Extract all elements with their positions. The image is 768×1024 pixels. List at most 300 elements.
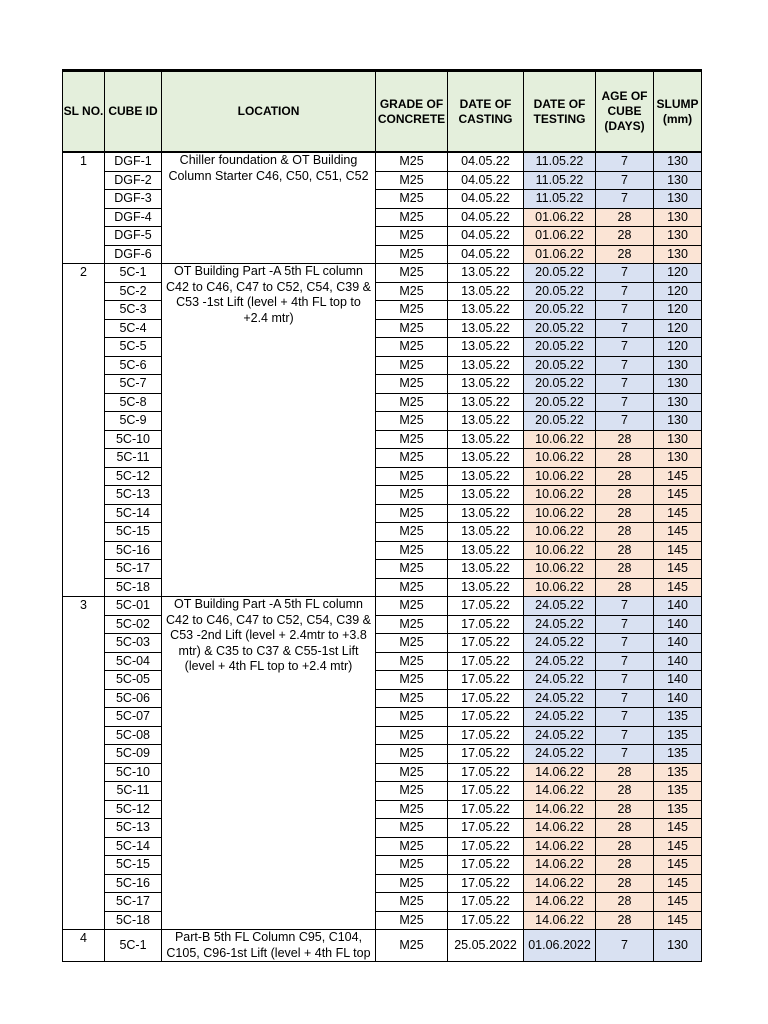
casting-date-cell[interactable]: 13.05.22 [448, 282, 524, 301]
casting-date-cell[interactable]: 17.05.22 [448, 708, 524, 727]
age-cell[interactable]: 28 [596, 560, 654, 579]
slump-cell[interactable]: 140 [654, 671, 702, 690]
table-row [63, 541, 702, 560]
testing-date-cell[interactable]: 01.06.22 [524, 208, 596, 227]
grade-cell[interactable]: M25 [376, 560, 448, 579]
testing-date-cell[interactable]: 01.06.22 [524, 227, 596, 246]
header-location: LOCATION [162, 71, 376, 153]
cube-id-cell[interactable]: 5C-14 [105, 504, 162, 523]
casting-date-cell[interactable]: 13.05.22 [448, 560, 524, 579]
testing-date-cell[interactable]: 14.06.22 [524, 911, 596, 930]
testing-date-cell[interactable]: 24.05.22 [524, 615, 596, 634]
slump-cell[interactable]: 145 [654, 467, 702, 486]
casting-date-cell[interactable]: 13.05.22 [448, 393, 524, 412]
grade-cell[interactable]: M25 [376, 689, 448, 708]
age-cell[interactable]: 28 [596, 800, 654, 819]
slump-cell[interactable]: 135 [654, 726, 702, 745]
grade-cell[interactable]: M25 [376, 930, 448, 962]
table-row [63, 837, 702, 856]
cube-id-cell[interactable]: 5C-08 [105, 726, 162, 745]
casting-date-cell[interactable]: 17.05.22 [448, 837, 524, 856]
cube-id-cell[interactable]: 5C-8 [105, 393, 162, 412]
table-row [63, 338, 702, 357]
table-row [63, 911, 702, 930]
grade-cell[interactable]: M25 [376, 227, 448, 246]
casting-date-cell[interactable]: 17.05.22 [448, 911, 524, 930]
grade-cell[interactable]: M25 [376, 597, 448, 616]
testing-date-cell[interactable]: 24.05.22 [524, 745, 596, 764]
cube-id-cell[interactable]: 5C-16 [105, 541, 162, 560]
cube-id-cell[interactable]: 5C-1 [105, 930, 162, 962]
testing-date-cell[interactable]: 14.06.22 [524, 856, 596, 875]
cube-id-cell[interactable]: 5C-12 [105, 800, 162, 819]
slump-cell[interactable]: 135 [654, 708, 702, 727]
sl-no-cell[interactable]: 2 [63, 264, 105, 597]
slump-cell[interactable]: 140 [654, 615, 702, 634]
cube-id-cell[interactable]: 5C-13 [105, 819, 162, 838]
cube-id-cell[interactable]: 5C-03 [105, 634, 162, 653]
age-cell[interactable]: 28 [596, 486, 654, 505]
table-row [63, 578, 702, 597]
casting-date-cell[interactable]: 04.05.22 [448, 190, 524, 209]
slump-cell[interactable]: 145 [654, 911, 702, 930]
cube-id-cell[interactable]: 5C-5 [105, 338, 162, 357]
age-cell[interactable]: 7 [596, 597, 654, 616]
age-cell[interactable]: 28 [596, 541, 654, 560]
grade-cell[interactable]: M25 [376, 615, 448, 634]
slump-cell[interactable]: 120 [654, 301, 702, 320]
age-cell[interactable]: 28 [596, 837, 654, 856]
slump-cell[interactable]: 130 [654, 412, 702, 431]
age-cell[interactable]: 28 [596, 430, 654, 449]
cube-id-cell[interactable]: 5C-18 [105, 911, 162, 930]
testing-date-cell[interactable]: 20.05.22 [524, 319, 596, 338]
grade-cell[interactable]: M25 [376, 634, 448, 653]
slump-cell[interactable]: 145 [654, 874, 702, 893]
casting-date-cell[interactable]: 25.05.2022 [448, 930, 524, 962]
age-cell[interactable]: 7 [596, 319, 654, 338]
grade-cell[interactable]: M25 [376, 893, 448, 912]
slump-cell[interactable]: 140 [654, 634, 702, 653]
slump-cell[interactable]: 140 [654, 689, 702, 708]
testing-date-cell[interactable]: 20.05.22 [524, 393, 596, 412]
grade-cell[interactable]: M25 [376, 726, 448, 745]
sl-no-cell[interactable]: 4 [63, 930, 105, 962]
location-cell[interactable]: OT Building Part -A 5th FL column C42 to C46, C47 to C52, C54, C39 & C53 -2nd Lift (level + 2.4mtr to +3.8 mtr) & C35 to C37 & C55-1st Lift (level + 4th FL top to +2.4 mtr) [162, 597, 376, 930]
table-row [63, 171, 702, 190]
slump-cell[interactable]: 145 [654, 578, 702, 597]
grade-cell[interactable]: M25 [376, 652, 448, 671]
grade-cell[interactable]: M25 [376, 301, 448, 320]
table-row [63, 152, 702, 171]
grade-cell[interactable]: M25 [376, 800, 448, 819]
casting-date-cell[interactable]: 04.05.22 [448, 208, 524, 227]
casting-date-cell[interactable]: 04.05.22 [448, 171, 524, 190]
cube-id-cell[interactable]: 5C-14 [105, 837, 162, 856]
cube-id-cell[interactable]: 5C-3 [105, 301, 162, 320]
grade-cell[interactable]: M25 [376, 430, 448, 449]
cube-id-cell[interactable]: 5C-17 [105, 893, 162, 912]
grade-cell[interactable]: M25 [376, 375, 448, 394]
table-row [63, 689, 702, 708]
casting-date-cell[interactable]: 17.05.22 [448, 652, 524, 671]
slump-cell[interactable]: 145 [654, 486, 702, 505]
cube-id-cell[interactable]: 5C-1 [105, 264, 162, 283]
age-cell[interactable]: 28 [596, 856, 654, 875]
casting-date-cell[interactable]: 04.05.22 [448, 227, 524, 246]
testing-date-cell[interactable]: 10.06.22 [524, 449, 596, 468]
table-row [63, 245, 702, 264]
cube-id-cell[interactable]: 5C-05 [105, 671, 162, 690]
table-row [63, 356, 702, 375]
grade-cell[interactable]: M25 [376, 245, 448, 264]
casting-date-cell[interactable]: 13.05.22 [448, 523, 524, 542]
cube-id-cell[interactable]: 5C-06 [105, 689, 162, 708]
grade-cell[interactable]: M25 [376, 578, 448, 597]
age-cell[interactable]: 7 [596, 190, 654, 209]
age-cell[interactable]: 7 [596, 745, 654, 764]
slump-cell[interactable]: 130 [654, 190, 702, 209]
slump-cell[interactable]: 135 [654, 800, 702, 819]
location-cell[interactable]: OT Building Part -A 5th FL column C42 to C46, C47 to C52, C54, C39 & C53 -1st Lift (level + 4th FL top to +2.4 mtr) [162, 264, 376, 597]
cube-test-table [62, 69, 702, 962]
testing-date-cell[interactable]: 24.05.22 [524, 634, 596, 653]
slump-cell[interactable]: 145 [654, 819, 702, 838]
grade-cell[interactable]: M25 [376, 319, 448, 338]
testing-date-cell[interactable]: 14.06.22 [524, 763, 596, 782]
casting-date-cell[interactable]: 17.05.22 [448, 597, 524, 616]
testing-date-cell[interactable]: 14.06.22 [524, 893, 596, 912]
cube-id-cell[interactable]: DGF-5 [105, 227, 162, 246]
cube-id-cell[interactable]: DGF-1 [105, 152, 162, 171]
slump-cell[interactable]: 130 [654, 245, 702, 264]
slump-cell[interactable]: 130 [654, 393, 702, 412]
grade-cell[interactable]: M25 [376, 171, 448, 190]
testing-date-cell[interactable]: 10.06.22 [524, 578, 596, 597]
age-cell[interactable]: 28 [596, 449, 654, 468]
table-row [63, 615, 702, 634]
age-cell[interactable]: 7 [596, 282, 654, 301]
casting-date-cell[interactable]: 13.05.22 [448, 319, 524, 338]
cube-id-cell[interactable]: 5C-09 [105, 745, 162, 764]
casting-date-cell[interactable]: 17.05.22 [448, 726, 524, 745]
testing-date-cell[interactable]: 14.06.22 [524, 874, 596, 893]
table-row [63, 652, 702, 671]
testing-date-cell[interactable]: 24.05.22 [524, 597, 596, 616]
casting-date-cell[interactable]: 17.05.22 [448, 874, 524, 893]
header-grade: GRADE OF CONCRETE [376, 71, 448, 153]
casting-date-cell[interactable]: 17.05.22 [448, 856, 524, 875]
testing-date-cell[interactable]: 11.05.22 [524, 171, 596, 190]
grade-cell[interactable]: M25 [376, 467, 448, 486]
cube-id-cell[interactable]: 5C-12 [105, 467, 162, 486]
age-cell[interactable]: 7 [596, 264, 654, 283]
grade-cell[interactable]: M25 [376, 819, 448, 838]
age-cell[interactable]: 28 [596, 874, 654, 893]
cube-id-cell[interactable]: 5C-2 [105, 282, 162, 301]
cube-id-cell[interactable]: 5C-02 [105, 615, 162, 634]
casting-date-cell[interactable]: 17.05.22 [448, 800, 524, 819]
casting-date-cell[interactable]: 17.05.22 [448, 634, 524, 653]
slump-cell[interactable]: 145 [654, 541, 702, 560]
cube-id-cell[interactable]: 5C-11 [105, 782, 162, 801]
age-cell[interactable]: 7 [596, 375, 654, 394]
grade-cell[interactable]: M25 [376, 523, 448, 542]
slump-cell[interactable]: 145 [654, 856, 702, 875]
cube-id-cell[interactable]: 5C-9 [105, 412, 162, 431]
casting-date-cell[interactable]: 17.05.22 [448, 689, 524, 708]
testing-date-cell[interactable]: 24.05.22 [524, 708, 596, 727]
location-cell[interactable]: Part-B 5th FL Column C95, C104, C105, C96-1st Lift (level + 4th FL top [162, 930, 376, 962]
cube-id-cell[interactable]: 5C-07 [105, 708, 162, 727]
grade-cell[interactable]: M25 [376, 264, 448, 283]
grade-cell[interactable]: M25 [376, 837, 448, 856]
sl-no-cell[interactable]: 3 [63, 597, 105, 930]
testing-date-cell[interactable]: 14.06.22 [524, 819, 596, 838]
cube-id-cell[interactable]: 5C-04 [105, 652, 162, 671]
cube-id-cell[interactable]: DGF-2 [105, 171, 162, 190]
cube-id-cell[interactable]: 5C-11 [105, 449, 162, 468]
grade-cell[interactable]: M25 [376, 745, 448, 764]
grade-cell[interactable]: M25 [376, 356, 448, 375]
grade-cell[interactable]: M25 [376, 190, 448, 209]
age-cell[interactable]: 7 [596, 708, 654, 727]
age-cell[interactable]: 7 [596, 393, 654, 412]
cube-id-cell[interactable]: 5C-13 [105, 486, 162, 505]
age-cell[interactable]: 7 [596, 930, 654, 962]
grade-cell[interactable]: M25 [376, 541, 448, 560]
testing-date-cell[interactable]: 24.05.22 [524, 726, 596, 745]
age-cell[interactable]: 28 [596, 782, 654, 801]
grade-cell[interactable]: M25 [376, 856, 448, 875]
slump-cell[interactable]: 120 [654, 338, 702, 357]
testing-date-cell[interactable]: 24.05.22 [524, 652, 596, 671]
slump-cell[interactable]: 130 [654, 449, 702, 468]
age-cell[interactable]: 28 [596, 911, 654, 930]
age-cell[interactable]: 7 [596, 634, 654, 653]
age-cell[interactable]: 7 [596, 338, 654, 357]
cube-id-cell[interactable]: DGF-6 [105, 245, 162, 264]
age-cell[interactable]: 7 [596, 356, 654, 375]
grade-cell[interactable]: M25 [376, 671, 448, 690]
table-row [63, 190, 702, 209]
cube-id-cell[interactable]: 5C-4 [105, 319, 162, 338]
casting-date-cell[interactable]: 13.05.22 [448, 449, 524, 468]
age-cell[interactable]: 28 [596, 763, 654, 782]
slump-cell[interactable]: 145 [654, 893, 702, 912]
age-cell[interactable]: 28 [596, 467, 654, 486]
cube-id-cell[interactable]: 5C-15 [105, 523, 162, 542]
slump-cell[interactable]: 130 [654, 430, 702, 449]
testing-date-cell[interactable]: 14.06.22 [524, 837, 596, 856]
testing-date-cell[interactable]: 10.06.22 [524, 430, 596, 449]
slump-cell[interactable]: 130 [654, 375, 702, 394]
grade-cell[interactable]: M25 [376, 504, 448, 523]
grade-cell[interactable]: M25 [376, 338, 448, 357]
casting-date-cell[interactable]: 13.05.22 [448, 541, 524, 560]
casting-date-cell[interactable]: 13.05.22 [448, 430, 524, 449]
testing-date-cell[interactable]: 11.05.22 [524, 152, 596, 171]
table-row [63, 726, 702, 745]
grade-cell[interactable]: M25 [376, 412, 448, 431]
age-cell[interactable]: 7 [596, 152, 654, 171]
casting-date-cell[interactable]: 04.05.22 [448, 245, 524, 264]
age-cell[interactable]: 7 [596, 301, 654, 320]
table-row [63, 819, 702, 838]
age-cell[interactable]: 7 [596, 671, 654, 690]
sl-no-cell[interactable]: 1 [63, 152, 105, 264]
testing-date-cell[interactable]: 20.05.22 [524, 282, 596, 301]
table-row [63, 763, 702, 782]
testing-date-cell[interactable]: 20.05.22 [524, 412, 596, 431]
testing-date-cell[interactable]: 10.06.22 [524, 504, 596, 523]
slump-cell[interactable]: 130 [654, 171, 702, 190]
grade-cell[interactable]: M25 [376, 782, 448, 801]
cube-id-cell[interactable]: 5C-01 [105, 597, 162, 616]
age-cell[interactable]: 7 [596, 726, 654, 745]
header-sl-no: SL NO. [63, 71, 105, 153]
testing-date-cell[interactable]: 01.06.2022 [524, 930, 596, 962]
grade-cell[interactable]: M25 [376, 282, 448, 301]
testing-date-cell[interactable]: 10.06.22 [524, 560, 596, 579]
grade-cell[interactable]: M25 [376, 486, 448, 505]
slump-cell[interactable]: 130 [654, 152, 702, 171]
slump-cell[interactable]: 130 [654, 227, 702, 246]
slump-cell[interactable]: 145 [654, 504, 702, 523]
testing-date-cell[interactable]: 11.05.22 [524, 190, 596, 209]
slump-cell[interactable]: 135 [654, 782, 702, 801]
slump-cell[interactable]: 140 [654, 597, 702, 616]
testing-date-cell[interactable]: 20.05.22 [524, 375, 596, 394]
slump-cell[interactable]: 145 [654, 523, 702, 542]
casting-date-cell[interactable]: 17.05.22 [448, 615, 524, 634]
testing-date-cell[interactable]: 24.05.22 [524, 689, 596, 708]
table-row [63, 671, 702, 690]
grade-cell[interactable]: M25 [376, 393, 448, 412]
table-row [63, 930, 702, 962]
age-cell[interactable]: 7 [596, 652, 654, 671]
table-row [63, 782, 702, 801]
testing-date-cell[interactable]: 20.05.22 [524, 356, 596, 375]
slump-cell[interactable]: 135 [654, 763, 702, 782]
grade-cell[interactable]: M25 [376, 911, 448, 930]
casting-date-cell[interactable]: 17.05.22 [448, 819, 524, 838]
grade-cell[interactable]: M25 [376, 152, 448, 171]
grade-cell[interactable]: M25 [376, 449, 448, 468]
casting-date-cell[interactable]: 17.05.22 [448, 671, 524, 690]
age-cell[interactable]: 28 [596, 523, 654, 542]
location-cell[interactable]: Chiller foundation & OT Building Column Starter C46, C50, C51, C52 [162, 152, 376, 264]
table-row [63, 523, 702, 542]
cube-id-cell[interactable]: 5C-16 [105, 874, 162, 893]
table-row [63, 467, 702, 486]
casting-date-cell[interactable]: 13.05.22 [448, 467, 524, 486]
grade-cell[interactable]: M25 [376, 763, 448, 782]
cube-id-cell[interactable]: DGF-3 [105, 190, 162, 209]
casting-date-cell[interactable]: 17.05.22 [448, 745, 524, 764]
age-cell[interactable]: 7 [596, 689, 654, 708]
testing-date-cell[interactable]: 10.06.22 [524, 523, 596, 542]
table-row [63, 208, 702, 227]
casting-date-cell[interactable]: 13.05.22 [448, 264, 524, 283]
age-cell[interactable]: 28 [596, 245, 654, 264]
age-cell[interactable]: 7 [596, 615, 654, 634]
testing-date-cell[interactable]: 10.06.22 [524, 467, 596, 486]
casting-date-cell[interactable]: 13.05.22 [448, 486, 524, 505]
cube-id-cell[interactable]: 5C-10 [105, 430, 162, 449]
header-row [63, 71, 702, 153]
age-cell[interactable]: 28 [596, 208, 654, 227]
grade-cell[interactable]: M25 [376, 208, 448, 227]
testing-date-cell[interactable]: 20.05.22 [524, 301, 596, 320]
casting-date-cell[interactable]: 13.05.22 [448, 356, 524, 375]
testing-date-cell[interactable]: 20.05.22 [524, 264, 596, 283]
casting-date-cell[interactable]: 13.05.22 [448, 578, 524, 597]
slump-cell[interactable]: 145 [654, 560, 702, 579]
grade-cell[interactable]: M25 [376, 708, 448, 727]
slump-cell[interactable]: 130 [654, 930, 702, 962]
table-row [63, 893, 702, 912]
slump-cell[interactable]: 130 [654, 356, 702, 375]
casting-date-cell[interactable]: 13.05.22 [448, 504, 524, 523]
slump-cell[interactable]: 120 [654, 319, 702, 338]
slump-cell[interactable]: 145 [654, 837, 702, 856]
table-row [63, 449, 702, 468]
casting-date-cell[interactable]: 13.05.22 [448, 301, 524, 320]
table-row [63, 560, 702, 579]
casting-date-cell[interactable]: 13.05.22 [448, 412, 524, 431]
casting-date-cell[interactable]: 13.05.22 [448, 338, 524, 357]
casting-date-cell[interactable]: 17.05.22 [448, 782, 524, 801]
casting-date-cell[interactable]: 17.05.22 [448, 893, 524, 912]
age-cell[interactable]: 28 [596, 578, 654, 597]
cube-id-cell[interactable]: 5C-7 [105, 375, 162, 394]
cube-id-cell[interactable]: 5C-6 [105, 356, 162, 375]
testing-date-cell[interactable]: 14.06.22 [524, 782, 596, 801]
header-age: AGE OF CUBE (DAYS) [596, 71, 654, 153]
testing-date-cell[interactable]: 01.06.22 [524, 245, 596, 264]
age-cell[interactable]: 28 [596, 893, 654, 912]
slump-cell[interactable]: 135 [654, 745, 702, 764]
testing-date-cell[interactable]: 14.06.22 [524, 800, 596, 819]
cube-id-cell[interactable]: 5C-18 [105, 578, 162, 597]
age-cell[interactable]: 28 [596, 504, 654, 523]
spreadsheet-page [62, 69, 701, 960]
cube-id-cell[interactable]: 5C-10 [105, 763, 162, 782]
testing-date-cell[interactable]: 10.06.22 [524, 486, 596, 505]
cube-id-cell[interactable]: 5C-15 [105, 856, 162, 875]
age-cell[interactable]: 7 [596, 412, 654, 431]
slump-cell[interactable]: 120 [654, 282, 702, 301]
slump-cell[interactable]: 130 [654, 208, 702, 227]
cube-id-cell[interactable]: 5C-17 [105, 560, 162, 579]
casting-date-cell[interactable]: 04.05.22 [448, 152, 524, 171]
table-row [63, 874, 702, 893]
age-cell[interactable]: 7 [596, 171, 654, 190]
grade-cell[interactable]: M25 [376, 874, 448, 893]
cube-id-cell[interactable]: DGF-4 [105, 208, 162, 227]
casting-date-cell[interactable]: 17.05.22 [448, 763, 524, 782]
testing-date-cell[interactable]: 10.06.22 [524, 541, 596, 560]
testing-date-cell[interactable]: 20.05.22 [524, 338, 596, 357]
slump-cell[interactable]: 140 [654, 652, 702, 671]
slump-cell[interactable]: 120 [654, 264, 702, 283]
table-row [63, 282, 702, 301]
testing-date-cell[interactable]: 24.05.22 [524, 671, 596, 690]
casting-date-cell[interactable]: 13.05.22 [448, 375, 524, 394]
age-cell[interactable]: 28 [596, 227, 654, 246]
age-cell[interactable]: 28 [596, 819, 654, 838]
